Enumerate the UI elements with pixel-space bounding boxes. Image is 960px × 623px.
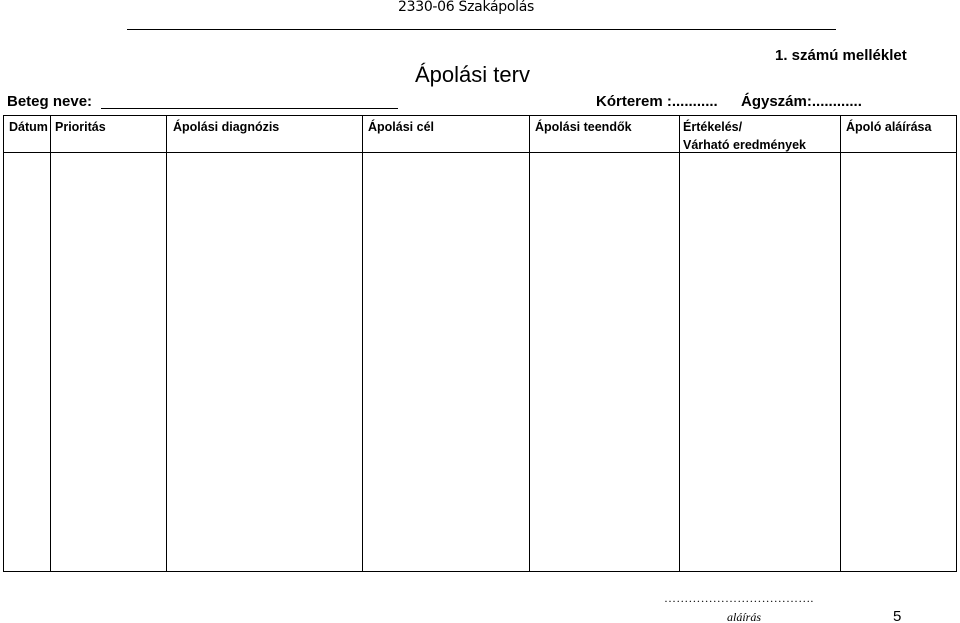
column-header-evaluation	[683, 118, 806, 154]
signature-label: aláírás	[727, 610, 762, 623]
column-header-nurse-signature-label: Ápoló aláírása	[846, 120, 932, 134]
column-divider	[50, 116, 51, 571]
column-header-nurse-signature	[846, 118, 931, 136]
column-header-tasks	[535, 118, 632, 136]
header-rule	[127, 29, 836, 30]
document-title: Ápolási terv	[415, 62, 530, 87]
column-header-tasks-label: Ápolási teendők	[535, 120, 632, 134]
patient-name-line[interactable]	[101, 108, 398, 109]
column-header-diagnosis	[173, 118, 279, 136]
column-header-goal	[368, 118, 434, 136]
room-label: Kórterem :...........	[596, 93, 718, 110]
column-divider	[840, 116, 841, 571]
column-header-priority-label: Prioritás	[55, 120, 106, 134]
column-header-evaluation-sublabel: Várható eredmények	[683, 138, 806, 152]
table-header-separator	[4, 152, 956, 153]
page-number: 5	[893, 608, 902, 623]
column-header-diagnosis-label: Ápolási diagnózis	[173, 120, 280, 134]
column-header-priority	[55, 118, 106, 136]
column-header-date	[9, 118, 48, 136]
signature-line: ……………………………….	[664, 591, 814, 605]
column-header-evaluation-label: Értékelés/	[683, 120, 743, 134]
column-divider	[679, 116, 680, 571]
care-plan-table	[3, 115, 957, 572]
patient-name-label: Beteg neve:	[7, 93, 93, 110]
column-divider	[362, 116, 363, 571]
column-divider	[529, 116, 530, 571]
bed-label: Ágyszám:............	[741, 93, 862, 110]
column-header-date-label: Dátum	[9, 120, 48, 134]
page-header-title: 2330-06 Szakápolás	[398, 0, 535, 15]
appendix-label: 1. számú melléklet	[775, 47, 907, 64]
column-divider	[166, 116, 167, 571]
column-header-goal-label: Ápolási cél	[368, 120, 434, 134]
